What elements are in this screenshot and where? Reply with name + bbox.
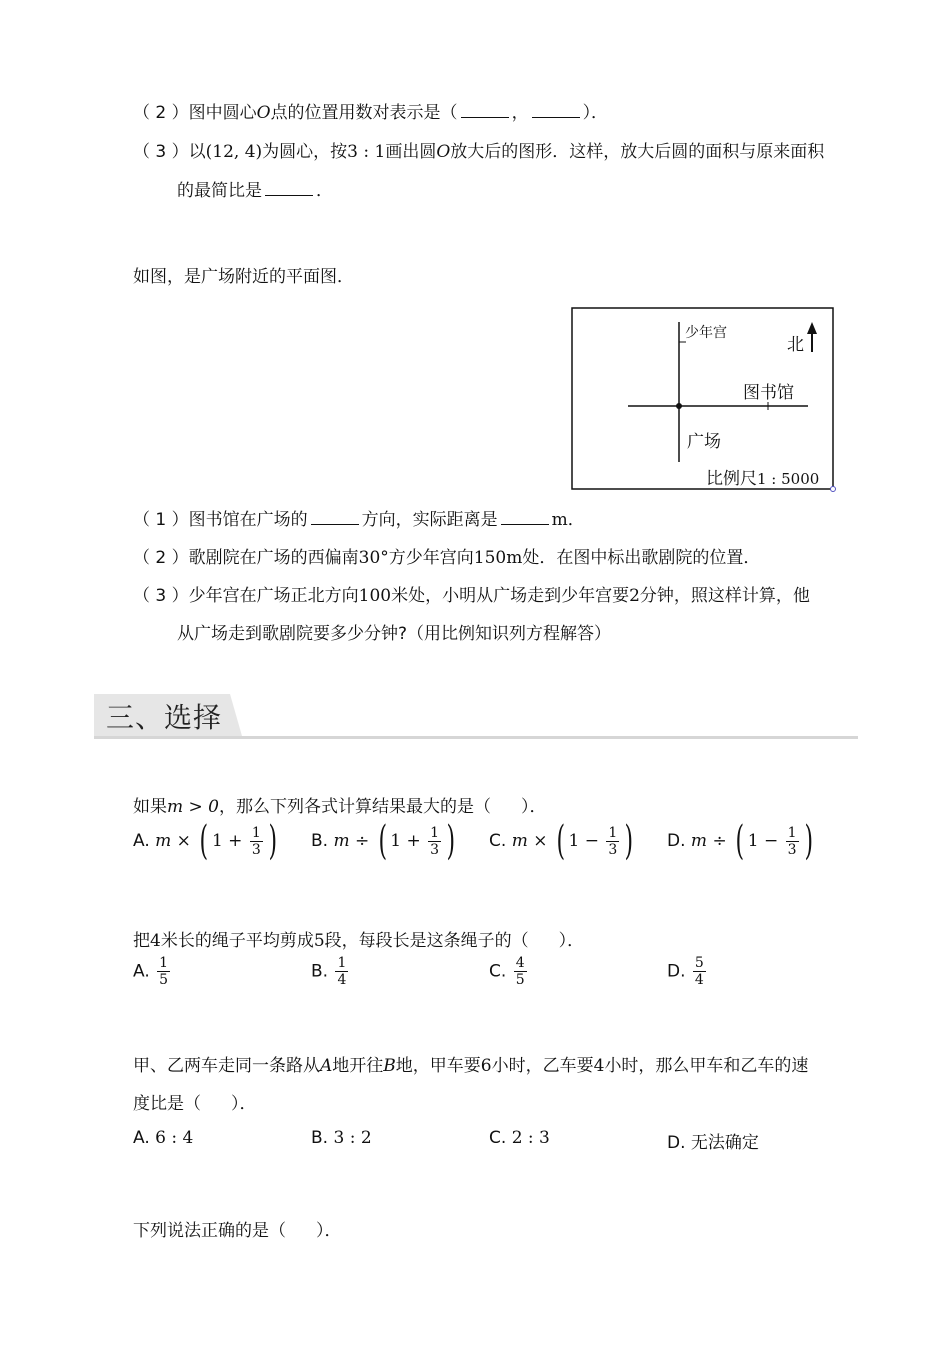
answer-blank[interactable] bbox=[532, 103, 580, 118]
label-youth-palace: 少年宫 bbox=[685, 325, 727, 341]
mc1-stem: 如果m > 0，那么下列各式计算结果最大的是（ ）． bbox=[133, 797, 547, 817]
map-question-2: （ 2 ）歌剧院在广场的西偏南30°方少年宫向150m处．在图中标出歌剧院的位置． bbox=[133, 548, 761, 568]
question-3-top-line2: 的最简比是 ． bbox=[177, 181, 333, 201]
answer-blank[interactable] bbox=[501, 510, 549, 525]
fraction: $\frac{1}{3}$ bbox=[608, 824, 618, 858]
corner-handle bbox=[831, 487, 836, 492]
fraction: $\frac{5}{4}$ bbox=[694, 955, 704, 988]
mc3-option-c[interactable]: C. 2 : 3 bbox=[489, 1128, 550, 1148]
mc3-option-b[interactable]: B. 3 : 2 bbox=[311, 1128, 372, 1148]
mc1-option-d[interactable]: D. m ÷ ( 1 − $\frac{1}{3}$ ) bbox=[667, 818, 813, 864]
answer-blank[interactable] bbox=[265, 181, 313, 196]
label-library: 图书馆 bbox=[743, 383, 794, 403]
mc3-stem: 甲、乙两车走同一条路从A地开往B地，甲车要6小时，乙车要4小时，那么甲车和乙车的速 bbox=[133, 1056, 809, 1076]
fraction: $\frac{1}{3}$ bbox=[251, 824, 261, 858]
fraction: $\frac{1}{4}$ bbox=[337, 955, 347, 988]
fraction: $\frac{1}{3}$ bbox=[430, 824, 440, 858]
plaza-point bbox=[676, 403, 682, 409]
mc1-option-a[interactable]: A. m × ( 1 + $\frac{1}{3}$ ) bbox=[133, 818, 277, 864]
mc2-option-b[interactable]: B. $\frac{1}{4}$ bbox=[311, 955, 347, 988]
mc2-stem: 把4米长的绳子平均剪成5段，每段长是这条绳子的（ ）． bbox=[133, 931, 585, 951]
mc2-option-a[interactable]: A. $\frac{1}{5}$ bbox=[133, 955, 169, 988]
answer-blank[interactable] bbox=[461, 103, 509, 118]
section-divider bbox=[94, 736, 858, 739]
map-intro: 如图，是广场附近的平面图． bbox=[133, 267, 354, 287]
question-3-top: （ 3 ）以(12, 4)为圆心，按3 : 1画出圆O放大后的图形．这样，放大后圆的面积与原来面积 bbox=[133, 142, 825, 162]
map-question-3-line2: 从广场走到歌剧院要多少分钟?（用比例知识列方程解答） bbox=[177, 624, 612, 644]
section-title: 三、选择 bbox=[106, 701, 223, 734]
mc3-option-a[interactable]: A. 6 : 4 bbox=[133, 1128, 194, 1148]
mc1-option-b[interactable]: B. m ÷ ( 1 + $\frac{1}{3}$ ) bbox=[311, 818, 456, 864]
label-plaza: 广场 bbox=[687, 432, 721, 452]
section-header bbox=[94, 694, 858, 738]
mc3-stem-line2: 度比是（ ）． bbox=[133, 1094, 257, 1114]
fraction: $\frac{1}{3}$ bbox=[787, 824, 797, 858]
label-north: 北 bbox=[787, 335, 804, 355]
answer-blank[interactable] bbox=[311, 510, 359, 525]
map-scale: 比例尺1 : 5000 bbox=[706, 469, 820, 489]
mc2-option-d[interactable]: D. $\frac{5}{4}$ bbox=[667, 955, 704, 988]
mc2-option-c[interactable]: C. $\frac{4}{5}$ bbox=[489, 955, 525, 988]
mc3-option-d[interactable]: D. 无法确定 bbox=[667, 1133, 759, 1153]
mc1-option-c[interactable]: C. m × ( 1 − $\frac{1}{3}$ ) bbox=[489, 818, 634, 864]
map-question-3: （ 3 ）少年宫在广场正北方向100米处，小明从广场走到少年宫要2分钟，照这样计算，他 bbox=[133, 586, 810, 606]
mc4-stem: 下列说法正确的是（ ）． bbox=[133, 1221, 342, 1241]
map-question-1: （ 1 ）图书馆在广场的 方向，实际距离是 m． bbox=[133, 510, 585, 530]
fraction: $\frac{1}{5}$ bbox=[159, 955, 169, 988]
question-2-top: （ 2 ）图中圆心O点的位置用数对表示是（ ， ）． bbox=[133, 103, 609, 123]
fraction: $\frac{4}{5}$ bbox=[515, 955, 525, 988]
